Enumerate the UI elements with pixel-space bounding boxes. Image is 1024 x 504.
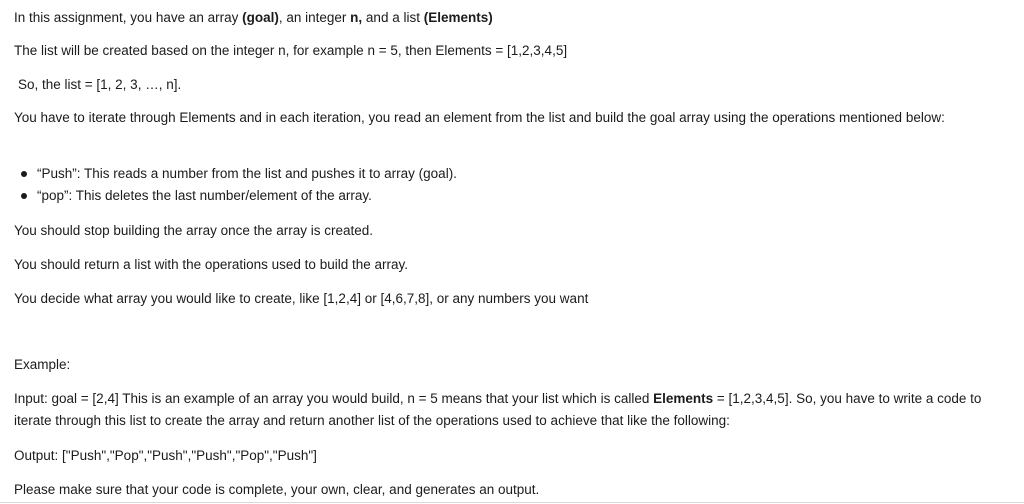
final-note-text: Please make sure that your code is complete, your own, clear, and generates an output. [14, 482, 540, 497]
intro-middle: , an integer [278, 10, 351, 25]
intro-line [14, 9, 493, 27]
list-item [14, 163, 457, 185]
pop-operation-text: “pop”: This deletes the last number/element of the array. [37, 188, 372, 203]
operations-list [14, 163, 457, 207]
decide-text: You decide what array you would like to create, like [1,2,4] or [4,6,7,8], or any numbers you want [14, 291, 589, 306]
intro-prefix: In this assignment, you have an array [14, 10, 243, 25]
bullet-icon [21, 193, 27, 199]
intro-middle2: and a list [362, 10, 424, 25]
iterate-paragraph: You have to iterate through Elements and in each iteration, you read an element from the list and build the goal array using the operations mentioned below: [14, 110, 945, 125]
return-text: You should return a list with the operations used to build the array. [14, 257, 408, 272]
stop-text: You should stop building the array once the array is created. [14, 223, 373, 238]
intro-n-term: n, [350, 10, 363, 25]
bullet-icon [21, 171, 27, 177]
intro-goal-term: (goal) [242, 10, 279, 25]
bottom-divider [0, 502, 1024, 503]
push-operation-text: “Push”: This reads a number from the list and pushes it to array (goal). [37, 166, 457, 181]
list-created-text: The list will be created based on the integer n, for example n = 5, then Elements = [1,2,3,4,5] [14, 43, 568, 58]
example-heading: Example: [14, 357, 71, 372]
list-item [14, 185, 457, 207]
intro-elements-term: (Elements) [423, 10, 493, 25]
input-prefix: Input: goal = [2,4] This is an example of an array you would build, n = 5 means that your list which is called [14, 391, 654, 406]
input-suffix: = [1,2,3,4,5]. So, you have to write a code to iterate through this list to create the array and return another list of the operations used to achieve that like the following: [14, 391, 982, 428]
output-text: Output: ["Push","Pop","Push","Push","Pop","Push"] [14, 448, 317, 463]
input-paragraph [14, 388, 1016, 432]
so-list-text: So, the list = [1, 2, 3, …, n]. [18, 77, 182, 92]
input-elements-term: Elements [653, 391, 714, 406]
